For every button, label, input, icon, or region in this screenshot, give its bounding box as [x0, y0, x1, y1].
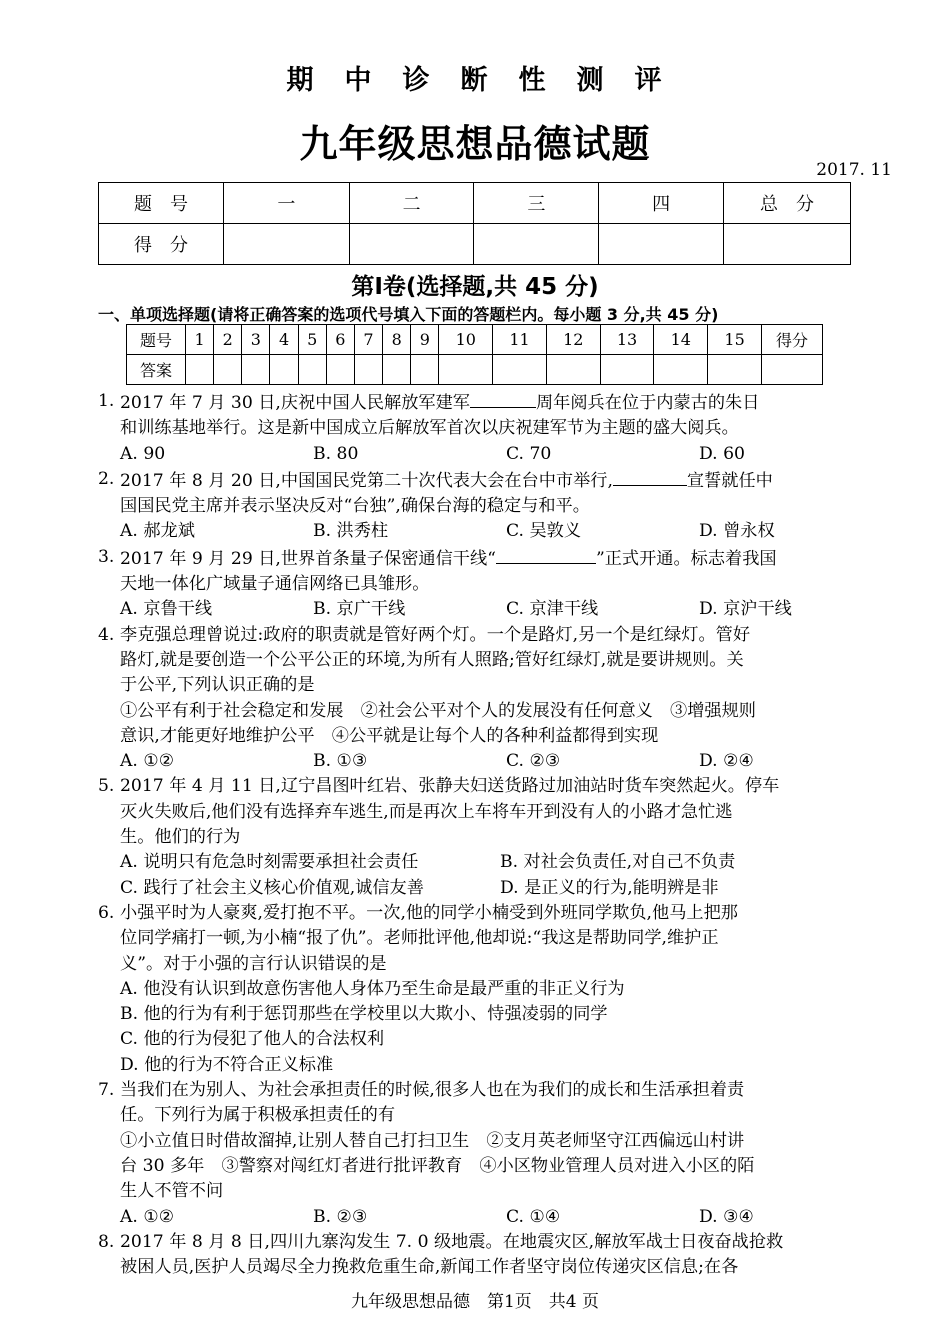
question-text-line: 生。他们的行为 [120, 827, 241, 848]
question-number-cell: 12 [546, 325, 600, 355]
question-text-line: 义”。对于小强的言行认识错误的是 [120, 953, 387, 974]
question-4 [98, 623, 894, 775]
score-header-cell: 一 [223, 183, 349, 224]
options-row [120, 442, 894, 467]
option-a[interactable]: A. ①② [120, 751, 175, 772]
question-text-line [120, 389, 894, 416]
question-text-line: 和训练基地举行。这是新中国成立后解放军首次以庆祝建军节为主题的盛大阅兵。 [120, 418, 739, 439]
question-number-cell: 5 [298, 325, 326, 355]
question-number: 8. [98, 1231, 115, 1252]
option-a[interactable]: A. 说明只有危急时刻需要承担社会责任 [120, 852, 419, 873]
score-entry-cell[interactable] [349, 224, 474, 265]
question-text: 2017 年 7 月 30 日,庆祝中国人民解放军建军 [120, 393, 470, 413]
question-number-cell: 9 [411, 325, 439, 355]
question-text-line: 小强平时为人豪爽,爱打抱不平。一次,他的同学小楠受到外班同学欺负,他马上把那 [120, 902, 738, 923]
answer-entry-cell[interactable] [326, 355, 354, 385]
option-d[interactable]: D. 他的行为不符合正义标准 [120, 1054, 334, 1075]
score-table [98, 182, 851, 265]
option-a[interactable]: A. 90 [120, 443, 166, 464]
question-2 [98, 467, 894, 545]
score-row-label: 得 分 [99, 224, 224, 265]
option-b[interactable]: B. 他的行为有利于惩罚那些在学校里以大欺小、恃强凌弱的同学 [120, 1004, 608, 1025]
answer-entry-cell[interactable] [383, 355, 411, 385]
question-number-cell: 2 [214, 325, 242, 355]
question-text-line: 意识,才能更好地维护公平 ④公平就是让每个人的各种利益都得到实现 [120, 725, 659, 746]
question-text-line [120, 545, 894, 572]
option-b[interactable]: B. ①③ [313, 751, 368, 772]
question-text: ”正式开通。标志着我国 [595, 548, 777, 569]
fill-blank[interactable] [496, 545, 596, 564]
question-number: 3. [98, 546, 115, 567]
option-b[interactable]: B. 80 [313, 443, 359, 464]
answer-row-label: 题号 [127, 325, 186, 355]
answer-entry-cell[interactable] [600, 355, 654, 385]
score-entry-cell[interactable] [223, 224, 349, 265]
question-text-line: 被困人员,医护人员竭尽全力挽救危重生命,新闻工作者坚守岗位传递灾区信息;在各 [120, 1257, 739, 1278]
question-1 [98, 389, 894, 467]
page-footer: 九年级思想品德 第1页 共4 页 [350, 1292, 600, 1312]
question-text-line: 李克强总理曾说过:政府的职责就是管好两个灯。一个是路灯,另一个是红绿灯。管好 [120, 624, 751, 645]
question-text-line: 灭火失败后,他们没有选择弃车逃生,而是再次上车将车开到没有人的小路才急忙逃 [120, 801, 733, 822]
question-number-cell: 6 [326, 325, 354, 355]
question-text-line: 位同学痛打一顿,为小楠“报了仇”。老师批评他,他却说:“我这是帮助同学,维护正 [120, 928, 719, 949]
answer-row-label: 答案 [127, 355, 186, 385]
option-b[interactable]: B. 京广干线 [313, 599, 406, 620]
question-number-cell: 15 [708, 325, 762, 355]
question-text-line: 2017 年 4 月 11 日,辽宁昌图叶红岩、张静夫妇送货路过加油站时货车突然起火。停车 [120, 776, 780, 797]
answer-entry-cell[interactable] [186, 355, 214, 385]
answer-entry-cell[interactable] [298, 355, 326, 385]
question-number: 7. [98, 1080, 115, 1101]
section-instruction: 一、单项选择题(请将正确答案的选项代号填入下面的答题栏内。每小题 3 分,共 45 分) [98, 305, 719, 324]
question-text: 2017 年 8 月 20 日,中国国民党第二十次代表大会在台中市举行, [120, 470, 613, 491]
score-table-score-row [99, 224, 851, 265]
question-number-cell: 7 [354, 325, 382, 355]
option-d[interactable]: D. 京沪干线 [699, 599, 792, 620]
option-d[interactable]: D. 曾永权 [699, 521, 775, 542]
question-number: 4. [98, 624, 115, 645]
fill-blank[interactable] [470, 389, 536, 408]
option-b[interactable]: B. 对社会负责任,对自己不负责 [500, 852, 736, 873]
answer-entry-cell[interactable] [546, 355, 600, 385]
answer-entry-cell[interactable] [354, 355, 382, 385]
option-c[interactable]: C. 70 [506, 443, 552, 464]
question-number-cell: 10 [439, 325, 493, 355]
option-c[interactable]: C. 京津干线 [506, 599, 599, 620]
question-text-line: 任。下列行为属于积极承担责任的有 [120, 1105, 396, 1126]
question-number-cell: 3 [242, 325, 270, 355]
answer-entry-cell[interactable] [708, 355, 762, 385]
option-a[interactable]: A. 郝龙斌 [120, 521, 195, 542]
question-text-line: ①公平有利于社会稳定和发展 ②社会公平对个人的发展没有任何意义 ③增强规则 [120, 700, 756, 721]
question-text-line: 国国民党主席并表示坚决反对“台独”,确保台海的稳定与和平。 [120, 496, 590, 517]
option-c[interactable]: C. 践行了社会主义核心价值观,诚信友善 [120, 877, 424, 898]
section-title: 第Ⅰ卷(选择题,共 45 分) [351, 274, 599, 300]
question-3 [98, 545, 894, 623]
answer-entry-cell[interactable] [214, 355, 242, 385]
question-text-line: 路灯,就是要创造一个公平公正的环境,为所有人照路;管好红绿灯,就是要讲规则。关 [120, 649, 744, 670]
question-number: 1. [98, 391, 115, 411]
question-text: 宣誓就任中 [686, 470, 773, 491]
question-number-cell: 14 [654, 325, 708, 355]
answer-table-answer-row [127, 355, 823, 385]
question-text-line: 当我们在为别人、为社会承担责任的时候,很多人也在为我们的成长和生活承担着责 [120, 1080, 745, 1101]
option-a[interactable]: A. 他没有认识到故意伤害他人身体乃至生命是最严重的非正义行为 [120, 978, 625, 999]
question-text: 2017 年 9 月 29 日,世界首条量子保密通信干线“ [120, 548, 496, 569]
question-text-line: 于公平,下列认识正确的是 [120, 675, 315, 696]
question-number-cell: 4 [270, 325, 298, 355]
exam-series-title: 期 中 诊 断 性 测 评 [286, 65, 664, 96]
score-header-cell: 题 号 [99, 183, 224, 224]
question-text-line: 天地一体化广域量子通信网络已具雏形。 [120, 574, 430, 595]
question-5 [98, 774, 894, 900]
options-row [120, 597, 894, 622]
question-text-line: 台 30 多年 ③警察对闯红灯者进行批评教育 ④小区物业管理人员对进入小区的陌 [120, 1155, 755, 1176]
score-header-cell: 四 [599, 183, 724, 224]
options-row [120, 850, 894, 875]
question-number-cell: 1 [186, 325, 214, 355]
question-6 [98, 901, 894, 1078]
score-table-header-row [99, 183, 851, 224]
question-number-cell: 8 [383, 325, 411, 355]
question-text-line [120, 467, 894, 494]
score-header-cell: 三 [474, 183, 599, 224]
option-c[interactable]: C. 吴敦义 [506, 521, 582, 542]
option-d[interactable]: D. ②④ [699, 751, 754, 772]
option-d[interactable]: D. 60 [699, 443, 745, 464]
option-b[interactable]: B. 洪秀柱 [313, 521, 389, 542]
question-number: 6. [98, 902, 115, 923]
question-8 [98, 1230, 894, 1281]
options-row [120, 1205, 894, 1230]
answer-score-label: 得分 [762, 325, 823, 355]
options-row [120, 519, 894, 544]
answer-entry-cell[interactable] [493, 355, 547, 385]
answer-entry-cell[interactable] [270, 355, 298, 385]
answer-table [126, 324, 823, 385]
option-c[interactable]: C. ①④ [506, 1206, 561, 1227]
answer-score-cell[interactable] [762, 355, 823, 385]
fill-blank[interactable] [613, 467, 687, 486]
question-text-line: 2017 年 8 月 8 日,四川九寨沟发生 7. 0 级地震。在地震灾区,解放军战士日夜奋战抢救 [120, 1231, 784, 1252]
answer-table-number-row [127, 325, 823, 355]
option-c[interactable]: C. 他的行为侵犯了他人的合法权利 [120, 1029, 385, 1050]
answer-entry-cell[interactable] [411, 355, 439, 385]
question-7 [98, 1078, 894, 1230]
option-a[interactable]: A. ①② [120, 1206, 175, 1227]
exam-subject-title: 九年级思想品德试题 [299, 121, 651, 166]
question-text-line: 生人不管不问 [120, 1181, 224, 1202]
question-number-cell: 11 [493, 325, 547, 355]
option-d[interactable]: D. 是正义的行为,能明辨是非 [500, 877, 719, 898]
option-d[interactable]: D. ③④ [699, 1206, 754, 1227]
score-entry-cell[interactable] [599, 224, 724, 265]
score-header-cell: 二 [349, 183, 474, 224]
question-text-line: ①小立值日时借故溜掉,让别人替自己打扫卫生 ②支月英老师坚守江西偏远山村讲 [120, 1130, 745, 1151]
option-c[interactable]: C. ②③ [506, 751, 561, 772]
score-entry-cell[interactable] [724, 224, 851, 265]
answer-entry-cell[interactable] [242, 355, 270, 385]
answer-entry-cell[interactable] [439, 355, 493, 385]
exam-date: 2017. 11 [816, 160, 892, 180]
question-number: 2. [98, 468, 115, 489]
score-header-cell: 总 分 [724, 183, 851, 224]
score-entry-cell[interactable] [474, 224, 599, 265]
answer-entry-cell[interactable] [654, 355, 708, 385]
option-b[interactable]: B. ②③ [313, 1206, 368, 1227]
option-a[interactable]: A. 京鲁干线 [120, 599, 213, 620]
question-number: 5. [98, 776, 115, 797]
questions-area [98, 389, 894, 1280]
question-number-cell: 13 [600, 325, 654, 355]
options-row [120, 876, 894, 901]
options-row [120, 749, 894, 774]
question-text: 周年阅兵在位于内蒙古的朱日 [535, 393, 760, 413]
